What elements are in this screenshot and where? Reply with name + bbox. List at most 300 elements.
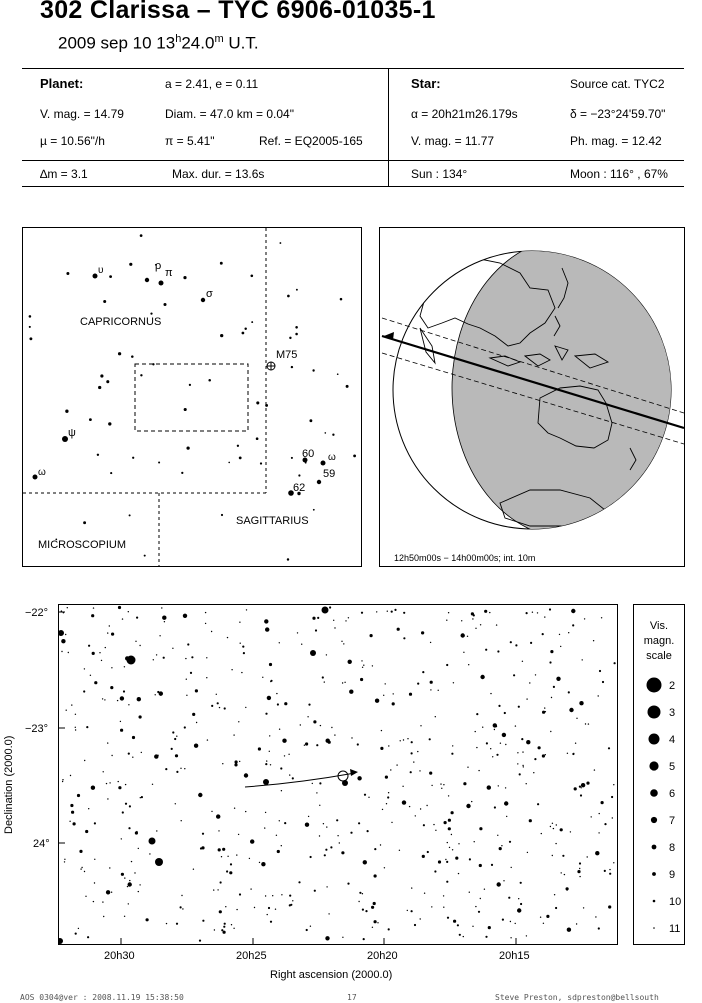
chart-star	[91, 614, 94, 617]
chart-star	[243, 652, 245, 654]
chart-star	[308, 816, 309, 817]
chart-star	[59, 938, 63, 944]
globe-panel	[379, 227, 685, 567]
chart-star	[206, 657, 207, 658]
chart-star	[423, 824, 425, 826]
chart-star	[205, 623, 206, 624]
chart-star	[171, 748, 173, 750]
finder-chart	[22, 227, 362, 567]
delta-mag: ∆m = 3.1	[40, 167, 88, 181]
chart-star	[513, 674, 515, 676]
finder-star	[129, 514, 131, 516]
finder-star	[289, 337, 291, 339]
chart-star	[530, 642, 532, 644]
chart-star	[448, 827, 451, 830]
label-sagittarius: SAGITTARIUS	[236, 515, 309, 527]
chart-star	[550, 650, 553, 653]
chart-star	[609, 873, 611, 875]
chart-star	[459, 934, 461, 936]
chart-star	[134, 872, 135, 873]
chart-star	[552, 823, 553, 824]
chart-star	[193, 869, 194, 870]
chart-star	[94, 882, 95, 883]
chart-star	[226, 870, 228, 872]
chart-star	[300, 724, 301, 725]
chart-star	[224, 707, 226, 709]
chart-star	[125, 803, 127, 805]
chart-star	[388, 792, 389, 793]
chart-star	[545, 711, 546, 712]
chart-star	[604, 870, 606, 872]
chart-star	[440, 783, 441, 784]
chart-star	[118, 781, 119, 782]
chart-star	[106, 890, 110, 894]
chart-star	[75, 714, 76, 715]
finder-star	[201, 298, 205, 302]
chart-star	[373, 902, 376, 905]
chart-star	[322, 676, 324, 678]
chart-star	[239, 893, 241, 895]
chart-star	[111, 892, 112, 893]
chart-star	[308, 704, 310, 706]
chart-star	[227, 637, 228, 638]
chart-star	[140, 797, 141, 798]
chart-star	[181, 820, 182, 821]
finder-star	[183, 276, 186, 279]
chart-star	[276, 693, 277, 694]
chart-star	[339, 842, 340, 843]
chart-star	[518, 706, 520, 708]
chart-star	[341, 851, 344, 854]
chart-star	[153, 659, 154, 660]
chart-star	[88, 645, 90, 647]
event-datetime: 2009 sep 10 13$^h$24.0$^m$ U.T.	[58, 33, 259, 53]
x-tick-3: 20h15	[499, 950, 530, 962]
planet-heading: Planet:	[40, 76, 84, 91]
chart-star	[326, 739, 330, 743]
chart-star	[245, 811, 246, 812]
constellation-boundaries	[23, 228, 266, 566]
chart-star	[497, 882, 501, 886]
chart-star	[560, 828, 563, 831]
chart-star	[61, 610, 62, 611]
finder-star	[89, 418, 92, 421]
finder-star	[100, 374, 103, 377]
chart-star	[448, 612, 449, 613]
chart-star	[342, 682, 343, 683]
chart-star	[102, 901, 103, 902]
chart-star	[522, 661, 523, 662]
chart-star	[245, 707, 246, 708]
scale-label: 5	[669, 761, 676, 773]
chart-star	[139, 645, 140, 646]
finder-star	[29, 326, 31, 328]
chart-star	[101, 660, 102, 661]
chart-star	[109, 782, 110, 783]
chart-star	[601, 801, 604, 804]
chart-star	[553, 828, 554, 829]
finder-star	[110, 472, 112, 474]
finder-star	[228, 462, 230, 464]
chart-star	[190, 672, 192, 674]
chart-star	[155, 858, 163, 866]
finder-star	[66, 272, 69, 275]
chart-star	[363, 665, 364, 666]
chart-star	[164, 621, 165, 622]
chart-star	[259, 862, 260, 863]
x-tick-0: 20h30	[104, 950, 135, 962]
chart-star	[310, 650, 316, 656]
footer-credit: Steve Preston, sdpreston@bellsouth	[495, 993, 659, 1002]
chart-star	[581, 787, 582, 788]
finder-star	[324, 432, 326, 434]
finder-star	[140, 374, 142, 376]
chart-star	[484, 889, 485, 890]
chart-star	[301, 644, 302, 645]
chart-star	[549, 608, 551, 610]
chart-star	[387, 611, 388, 612]
finder-star	[256, 401, 259, 404]
chart-star	[181, 895, 182, 896]
chart-star	[141, 796, 143, 798]
chart-star	[457, 924, 459, 926]
chart-star	[254, 907, 255, 908]
chart-star	[264, 619, 268, 623]
chart-star	[487, 785, 491, 789]
chart-star	[107, 798, 108, 799]
finder-star	[295, 333, 298, 336]
chart-star	[329, 606, 331, 608]
chart-star	[202, 833, 204, 835]
chart-star	[265, 895, 266, 896]
chart-star	[472, 618, 473, 619]
scale-label: 4	[669, 734, 676, 746]
chart-star	[485, 936, 487, 938]
chart-star	[224, 923, 226, 925]
chart-star	[532, 612, 533, 613]
chart-star	[511, 867, 512, 868]
chart-star	[198, 793, 202, 797]
chart-star	[372, 927, 373, 928]
label-rho: ρ	[155, 260, 162, 272]
chart-star	[429, 738, 431, 740]
chart-star	[102, 698, 103, 699]
label-upsilon: υ	[98, 265, 104, 276]
chart-star	[374, 874, 377, 877]
chart-star	[222, 763, 223, 764]
chart-star	[331, 727, 332, 728]
chart-star	[135, 641, 136, 642]
finder-star	[296, 289, 298, 291]
chart-star	[475, 731, 476, 732]
chart-star	[357, 743, 359, 745]
chart-star	[385, 683, 386, 684]
chart-star	[396, 764, 397, 765]
chart-star	[480, 898, 481, 899]
star-source: Source cat. TYC2	[570, 77, 665, 91]
track-arrow	[350, 769, 358, 776]
chart-star	[312, 783, 313, 784]
table-divider	[388, 68, 389, 186]
chart-star	[467, 767, 468, 768]
x-axis-label: Right ascension (2000.0)	[270, 969, 393, 981]
chart-star	[467, 636, 468, 637]
chart-star	[207, 739, 208, 740]
chart-star	[383, 695, 384, 696]
chart-star	[522, 765, 523, 766]
finder-star	[239, 457, 242, 460]
chart-star	[92, 652, 95, 655]
chart-star	[374, 848, 376, 850]
chart-star	[505, 787, 506, 788]
chart-star	[555, 907, 557, 909]
chart-star	[109, 867, 110, 868]
chart-star	[120, 696, 124, 700]
chart-star	[172, 731, 174, 733]
footer-version: AOS 0304@ver : 2008.11.19 15:38:50	[20, 993, 184, 1002]
chart-star	[417, 683, 419, 685]
chart-star	[225, 906, 226, 907]
chart-star	[488, 926, 491, 929]
chart-star	[517, 763, 518, 764]
planet-parallax: π = 5.41"	[165, 134, 215, 148]
chart-star	[447, 842, 448, 843]
chart-star	[218, 830, 219, 831]
chart-star	[431, 906, 432, 907]
chart-star	[582, 659, 583, 660]
chart-star	[351, 737, 352, 738]
chart-star	[229, 871, 232, 874]
chart-star	[361, 660, 362, 661]
chart-star	[175, 803, 176, 804]
chart-star	[551, 697, 552, 698]
chart-star	[129, 805, 131, 807]
finder-star	[256, 437, 259, 440]
chart-star	[211, 705, 213, 707]
chart-star	[517, 908, 521, 912]
finder-star	[313, 509, 315, 511]
chart-star	[334, 734, 335, 735]
chart-star	[529, 682, 530, 683]
chart-star	[342, 937, 343, 938]
finder-star	[242, 332, 245, 335]
finder-star	[312, 369, 314, 371]
chart-star	[137, 697, 141, 701]
moon-info: Moon : 116° , 67%	[570, 167, 668, 181]
chart-star	[567, 753, 568, 754]
chart-star	[279, 820, 280, 821]
chart-star	[238, 721, 239, 722]
chart-star	[430, 689, 431, 690]
chart-star	[520, 903, 522, 905]
chart-star	[598, 927, 600, 929]
chart-star	[499, 847, 502, 850]
chart-star	[444, 821, 447, 824]
chart-star	[576, 923, 577, 924]
chart-star	[121, 838, 122, 839]
chart-star	[362, 893, 363, 894]
chart-star	[580, 794, 582, 796]
chart-star	[319, 835, 320, 836]
chart-star	[472, 926, 473, 927]
chart-star	[380, 844, 381, 845]
page-title: 302 Clarissa – TYC 6906-01035-1	[40, 0, 436, 24]
chart-star	[220, 881, 222, 883]
chart-star	[384, 867, 385, 868]
finder-stars	[29, 234, 356, 560]
chart-star	[128, 611, 129, 612]
finder-star	[129, 263, 132, 266]
chart-star	[270, 921, 272, 923]
chart-star	[239, 761, 240, 762]
chart-star	[490, 693, 491, 694]
chart-star	[91, 786, 95, 790]
chart-star	[265, 713, 267, 715]
chart-star	[270, 681, 271, 682]
chart-star	[504, 801, 508, 805]
chart-star	[529, 819, 532, 822]
chart-star	[561, 872, 562, 873]
chart-star	[572, 624, 574, 626]
chart-star	[348, 617, 349, 618]
chart-star	[107, 742, 108, 743]
chart-star	[480, 624, 481, 625]
y-tick-2: 24°	[33, 838, 50, 850]
chart-star	[267, 914, 268, 915]
chart-star	[363, 860, 367, 864]
chart-star	[269, 751, 270, 752]
chart-star	[176, 736, 177, 737]
chart-star	[172, 648, 173, 649]
chart-star	[71, 704, 72, 705]
chart-star	[347, 883, 349, 885]
chart-star	[176, 771, 178, 773]
chart-star	[233, 734, 234, 735]
chart-star	[67, 607, 68, 608]
chart-star	[152, 784, 153, 785]
chart-star	[319, 782, 321, 784]
chart-star	[159, 691, 163, 695]
chart-star	[341, 641, 342, 642]
scale-dot	[651, 817, 657, 823]
chart-star	[231, 669, 232, 670]
finder-star	[260, 462, 262, 464]
chart-star	[217, 889, 218, 890]
chart-star	[407, 910, 408, 911]
chart-star	[324, 681, 325, 682]
chart-star	[310, 856, 312, 858]
chart-star	[268, 907, 270, 909]
scale-label: 3	[669, 707, 676, 719]
chart-star	[103, 916, 104, 917]
chart-star	[608, 747, 610, 749]
chart-star	[222, 848, 225, 851]
chart-star	[266, 760, 267, 761]
star-alpha: α = 20h21m26.179s	[411, 107, 518, 121]
chart-star	[265, 812, 266, 813]
chart-star	[104, 699, 105, 700]
finder-star	[237, 445, 239, 447]
chart-star	[118, 786, 121, 789]
chart-star	[214, 929, 215, 930]
chart-star	[263, 779, 269, 785]
chart-star	[475, 906, 476, 907]
chart-star	[315, 629, 317, 631]
chart-star	[219, 910, 222, 913]
chart-star	[611, 796, 613, 798]
chart-star	[218, 848, 221, 851]
chart-star	[583, 907, 584, 908]
chart-star	[348, 660, 352, 664]
finder-star	[98, 386, 101, 389]
chart-star	[593, 640, 594, 641]
chart-star	[368, 797, 369, 798]
chart-star	[388, 928, 390, 930]
chart-star	[216, 694, 217, 695]
chart-star	[414, 924, 416, 926]
chart-star	[613, 862, 614, 863]
chart-star	[463, 936, 464, 937]
finder-star	[220, 262, 223, 265]
chart-star	[281, 845, 282, 846]
globe-caption: 12h50m00s − 14h00m00s; int. 10m	[394, 553, 536, 563]
chart-star	[403, 739, 404, 740]
chart-star	[461, 633, 465, 637]
chart-star	[93, 607, 94, 608]
chart-star	[307, 716, 308, 717]
chart-star	[264, 827, 265, 828]
chart-star	[550, 826, 551, 827]
chart-star	[541, 833, 542, 834]
chart-star	[579, 868, 580, 869]
chart-star	[376, 611, 377, 612]
chart-star	[93, 901, 94, 902]
chart-star	[496, 624, 497, 625]
chart-star	[138, 891, 139, 892]
chart-star	[161, 607, 162, 608]
chart-star	[385, 776, 388, 779]
finder-star	[305, 462, 307, 464]
chart-star	[289, 904, 291, 906]
chart-star	[64, 861, 65, 862]
chart-star	[358, 901, 359, 902]
chart-star	[62, 781, 63, 782]
chart-star	[244, 773, 248, 777]
chart-star	[246, 609, 247, 610]
chart-star	[515, 644, 517, 646]
finder-star	[208, 379, 211, 382]
chart-star	[474, 841, 475, 842]
chart-star	[132, 757, 133, 758]
chart-star	[109, 625, 110, 626]
chart-star	[166, 923, 167, 924]
finder-star	[346, 385, 349, 388]
chart-star	[608, 905, 611, 908]
chart-star	[279, 642, 280, 643]
chart-star	[599, 813, 600, 814]
chart-star	[573, 753, 574, 754]
chart-star	[120, 729, 123, 732]
chart-star	[362, 909, 364, 911]
chart-star	[241, 672, 242, 673]
sun-elongation: Sun : 134°	[411, 167, 468, 181]
chart-star	[430, 681, 433, 684]
chart-star	[540, 917, 541, 918]
chart-star	[136, 831, 137, 832]
chart-star	[575, 743, 576, 744]
chart-star	[521, 738, 523, 740]
finder-star	[332, 434, 334, 436]
